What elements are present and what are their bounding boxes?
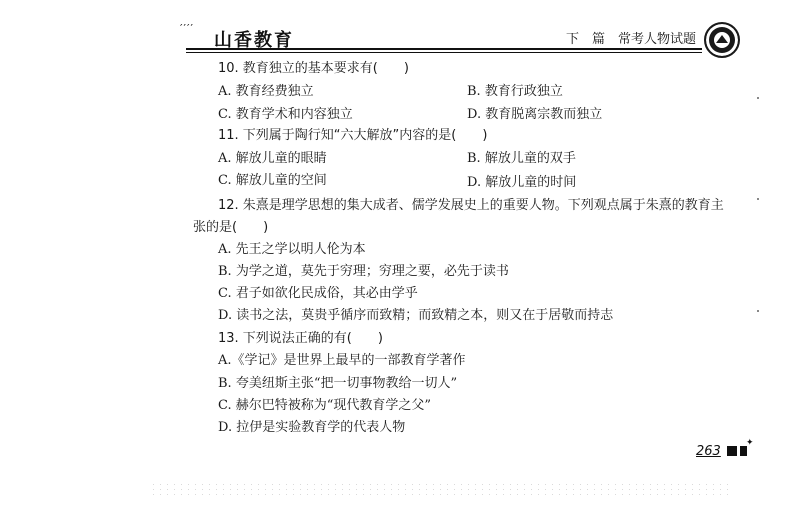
header-dots: ′′′′ [180, 22, 194, 35]
question-12-option-d: D. 读书之法，莫贵乎循序而致精；而致精之本，则又在于居敬而持志 [218, 308, 614, 323]
question-10-stem: 10. 教育独立的基本要求有( ) [218, 61, 409, 76]
scan-noise [150, 482, 730, 498]
part-label: 下 篇 [566, 32, 606, 47]
question-13-stem: 13. 下列说法正确的有( ) [218, 331, 383, 346]
question-13-option-b: B. 夸美纽斯主张“把一切事物教给一切人” [218, 376, 458, 391]
question-12-option-b: B. 为学之道，莫先于穷理；穷理之要，必先于读书 [218, 264, 509, 279]
question-12-stem-line1: 12. 朱熹是理学思想的集大成者、儒学发展史上的重要人物。下列观点属于朱熹的教育主 [218, 198, 724, 213]
scan-mark [757, 310, 759, 312]
question-11-option-b: B. 解放儿童的双手 [467, 151, 576, 166]
question-11-option-d: D. 解放儿童的时间 [467, 175, 577, 190]
page-number: 263 [696, 444, 721, 459]
scan-mark [757, 97, 759, 99]
page-number-plus-icon: ✦ [746, 438, 754, 448]
page-number-block-icon [727, 446, 737, 456]
question-12-option-a: A. 先王之学以明人伦为本 [218, 242, 366, 257]
question-13-option-c: C. 赫尔巴特被称为“现代教育学之父” [218, 398, 432, 413]
question-10-option-a: A. 教育经费独立 [218, 84, 314, 99]
question-10-option-b: B. 教育行政独立 [467, 84, 563, 99]
question-13-option-a: A.《学记》是世界上最早的一部教育学著作 [218, 353, 466, 368]
section-title: 常考人物试题 [618, 32, 697, 47]
question-13-option-d: D. 拉伊是实验教育学的代表人物 [218, 420, 406, 435]
scan-mark [757, 198, 759, 200]
question-10-option-d: D. 教育脱离宗教而独立 [467, 107, 603, 122]
question-11-option-c: C. 解放儿童的空间 [218, 173, 327, 188]
question-10-option-c: C. 教育学术和内容独立 [218, 107, 353, 122]
question-11-stem: 11. 下列属于陶行知“六大解放”内容的是( ) [218, 128, 488, 143]
question-12-option-c: C. 君子如欲化民成俗，其必由学乎 [218, 286, 418, 301]
question-11-option-a: A. 解放儿童的眼睛 [218, 151, 327, 166]
question-12-stem-line2: 张的是( ) [193, 220, 269, 235]
brand-logo-text: 山香教育 [214, 30, 294, 51]
